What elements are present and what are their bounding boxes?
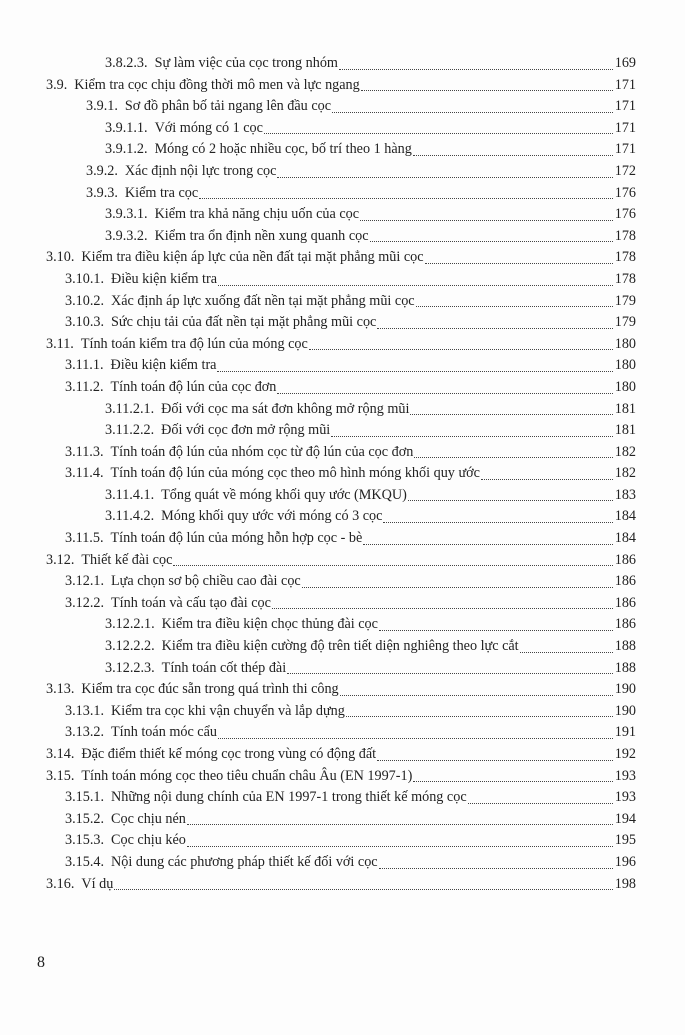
toc-dot-leader bbox=[377, 759, 613, 761]
toc-entry-number: 3.12.2. bbox=[65, 594, 105, 611]
toc-entry-number: 3.9.1.1. bbox=[105, 119, 148, 136]
toc-dot-leader bbox=[287, 672, 613, 674]
toc-entry bbox=[46, 593, 636, 615]
toc-entry-page: 191 bbox=[614, 724, 636, 741]
toc-entry-page: 196 bbox=[614, 853, 636, 870]
toc-dot-leader bbox=[264, 132, 613, 134]
toc-dot-leader bbox=[332, 111, 613, 113]
toc-entry-page: 182 bbox=[614, 465, 636, 482]
toc-entry-page: 176 bbox=[614, 184, 636, 201]
toc-entry-title: Cọc chịu nén bbox=[111, 810, 186, 827]
toc-entry bbox=[46, 506, 636, 528]
toc-entry-title: Kiểm tra cọc khi vận chuyển và lắp dựng bbox=[111, 702, 345, 719]
toc-entry bbox=[46, 420, 636, 442]
toc-dot-leader bbox=[379, 629, 613, 631]
toc-entry-number: 3.12.1. bbox=[65, 573, 105, 590]
toc-entry-page: 193 bbox=[614, 789, 636, 806]
toc-entry-page: 186 bbox=[614, 573, 636, 590]
toc-dot-leader bbox=[339, 68, 613, 70]
toc-entry-title: Ví dụ bbox=[81, 875, 114, 892]
toc-dot-leader bbox=[413, 154, 613, 156]
toc-entry bbox=[46, 312, 636, 334]
toc-entry bbox=[46, 701, 636, 723]
toc-dot-leader bbox=[199, 197, 613, 199]
toc-entry-page: 171 bbox=[614, 119, 636, 136]
toc-dot-leader bbox=[413, 780, 613, 782]
toc-dot-leader bbox=[520, 651, 613, 653]
toc-entry bbox=[46, 463, 636, 485]
toc-entry-title: Tính toán độ lún của nhóm cọc từ độ lún của cọc đơn bbox=[110, 443, 414, 460]
toc-entry-page: 186 bbox=[614, 594, 636, 611]
toc-entry-title: Cọc chịu kéo bbox=[111, 832, 186, 849]
toc-entry-number: 3.14. bbox=[46, 746, 75, 762]
toc-entry-title: Tổng quát về móng khối quy ước (MKQU) bbox=[161, 486, 407, 503]
toc-entry-page: 190 bbox=[614, 681, 636, 698]
toc-entry-title: Kiểm tra ổn định nền xung quanh cọc bbox=[154, 227, 369, 244]
toc-dot-leader bbox=[416, 305, 613, 307]
toc-entry bbox=[46, 269, 636, 291]
toc-entry-title: Đối với cọc đơn mở rộng mũi bbox=[161, 422, 331, 439]
toc-entry-page: 182 bbox=[614, 443, 636, 460]
toc-entry-number: 3.10.2. bbox=[65, 292, 105, 309]
toc-entry bbox=[46, 485, 636, 507]
toc-entry bbox=[46, 766, 636, 788]
toc-entry-number: 3.13.2. bbox=[65, 724, 105, 741]
toc-entry-title: Lựa chọn sơ bộ chiều cao đài cọc bbox=[111, 573, 301, 590]
toc-dot-leader bbox=[468, 802, 613, 804]
toc-entry-number: 3.15.3. bbox=[65, 832, 105, 849]
toc-dot-leader bbox=[370, 240, 613, 242]
toc-entry bbox=[46, 161, 636, 183]
toc-entry-page: 179 bbox=[614, 314, 636, 331]
toc-entry-title: Điều kiện kiểm tra bbox=[111, 270, 217, 287]
toc-dot-leader bbox=[272, 607, 613, 609]
toc-dot-leader bbox=[363, 543, 613, 545]
toc-entry-page: 176 bbox=[614, 206, 636, 223]
toc-entry-number: 3.11.4.1. bbox=[105, 486, 155, 503]
page-number: 8 bbox=[37, 954, 45, 971]
toc-entry bbox=[46, 204, 636, 226]
table-of-contents bbox=[46, 53, 636, 895]
toc-entry-page: 178 bbox=[614, 270, 636, 287]
toc-dot-leader bbox=[114, 888, 613, 890]
toc-entry-title: Sơ đồ phân bố tải ngang lên đầu cọc bbox=[124, 98, 332, 115]
toc-entry-number: 3.9.2. bbox=[86, 162, 118, 179]
toc-entry-title: Kiểm tra cọc chịu đồng thời mô men và lực ngang bbox=[74, 76, 360, 93]
toc-entry bbox=[46, 355, 636, 377]
toc-entry-title: Kiểm tra khả năng chịu uốn của cọc bbox=[154, 206, 360, 223]
toc-entry-title: Điều kiện kiểm tra bbox=[110, 357, 217, 374]
toc-entry-number: 3.11.2.1. bbox=[105, 400, 155, 417]
toc-entry bbox=[46, 75, 636, 97]
toc-dot-leader bbox=[331, 435, 613, 437]
toc-entry-page: 195 bbox=[614, 832, 636, 849]
toc-dot-leader bbox=[277, 176, 613, 178]
toc-entry-number: 3.11. bbox=[46, 335, 74, 352]
toc-entry bbox=[46, 377, 636, 399]
toc-entry-page: 190 bbox=[614, 702, 636, 719]
toc-entry bbox=[46, 787, 636, 809]
toc-dot-leader bbox=[383, 521, 613, 523]
toc-entry-page: 186 bbox=[614, 551, 636, 568]
toc-entry-page: 198 bbox=[614, 875, 636, 892]
toc-entry-title: Tính toán kiểm tra độ lún của móng cọc bbox=[80, 335, 308, 352]
toc-entry-title: Thiết kế đài cọc bbox=[81, 551, 173, 568]
toc-dot-leader bbox=[346, 715, 613, 717]
toc-dot-leader bbox=[414, 456, 613, 458]
toc-dot-leader bbox=[410, 413, 613, 415]
toc-entry-number: 3.15.1. bbox=[65, 789, 105, 806]
toc-entry-title: Với móng có 1 cọc bbox=[154, 119, 263, 136]
toc-entry-title: Tính toán và cấu tạo đài cọc bbox=[111, 594, 271, 611]
toc-entry-number: 3.11.1. bbox=[65, 357, 104, 374]
toc-entry-title: Sức chịu tải của đất nền tại mặt phẳng mũi cọc bbox=[111, 314, 377, 331]
toc-entry-page: 180 bbox=[614, 357, 636, 374]
toc-entry-page: 172 bbox=[614, 162, 636, 179]
toc-entry-number: 3.11.3. bbox=[65, 443, 104, 460]
toc-dot-leader bbox=[379, 867, 613, 869]
toc-entry-page: 180 bbox=[614, 378, 636, 395]
toc-entry bbox=[46, 636, 636, 658]
toc-entry bbox=[46, 722, 636, 744]
toc-entry-page: 184 bbox=[614, 530, 636, 547]
toc-entry-page: 188 bbox=[614, 659, 636, 676]
toc-entry-title: Sự làm việc của cọc trong nhóm bbox=[154, 55, 338, 71]
toc-entry-title: Tính toán cốt thép đài bbox=[161, 659, 287, 676]
toc-entry-title: Tính toán độ lún của móng cọc theo mô hình móng khối quy ước bbox=[110, 465, 480, 482]
toc-entry-title: Móng có 2 hoặc nhiều cọc, bố trí theo 1 hàng bbox=[154, 141, 412, 158]
toc-entry bbox=[46, 809, 636, 831]
toc-entry-title: Nội dung các phương pháp thiết kế đối với cọc bbox=[111, 853, 378, 870]
toc-entry bbox=[46, 139, 636, 161]
toc-entry-number: 3.9.1. bbox=[86, 98, 118, 115]
toc-entry bbox=[46, 614, 636, 636]
toc-entry bbox=[46, 528, 636, 550]
toc-entry bbox=[46, 118, 636, 140]
toc-entry-page: 183 bbox=[614, 486, 636, 503]
toc-dot-leader bbox=[481, 478, 613, 480]
toc-entry bbox=[46, 679, 636, 701]
toc-entry-title: Những nội dung chính của EN 1997-1 trong thiết kế móng cọc bbox=[111, 789, 467, 806]
toc-entry-number: 3.9.3.2. bbox=[105, 227, 148, 244]
toc-dot-leader bbox=[187, 845, 613, 847]
toc-dot-leader bbox=[360, 219, 613, 221]
toc-entry-page: 192 bbox=[614, 746, 636, 762]
toc-entry-number: 3.13. bbox=[46, 681, 75, 698]
toc-entry-number: 3.8.2.3. bbox=[105, 55, 148, 71]
toc-dot-leader bbox=[340, 694, 613, 696]
toc-entry bbox=[46, 830, 636, 852]
toc-entry-page: 179 bbox=[614, 292, 636, 309]
toc-entry bbox=[46, 53, 636, 75]
toc-dot-leader bbox=[377, 327, 613, 329]
toc-entry-title: Móng khối quy ước với móng có 3 cọc bbox=[161, 508, 383, 525]
toc-entry bbox=[46, 96, 636, 118]
toc-entry-number: 3.15.2. bbox=[65, 810, 105, 827]
toc-entry-number: 3.10. bbox=[46, 249, 75, 266]
toc-entry bbox=[46, 334, 636, 356]
toc-entry-number: 3.10.1. bbox=[65, 270, 105, 287]
toc-entry-page: 178 bbox=[614, 227, 636, 244]
toc-entry-number: 3.11.2. bbox=[65, 378, 104, 395]
toc-dot-leader bbox=[408, 499, 613, 501]
toc-entry-number: 3.9.3. bbox=[86, 184, 118, 201]
toc-entry bbox=[46, 550, 636, 572]
toc-entry bbox=[46, 874, 636, 896]
toc-entry-title: Tính toán móc cẩu bbox=[111, 724, 217, 741]
toc-dot-leader bbox=[425, 262, 613, 264]
toc-entry bbox=[46, 658, 636, 680]
toc-entry-number: 3.15.4. bbox=[65, 853, 105, 870]
toc-entry-page: 169 bbox=[614, 55, 636, 71]
toc-dot-leader bbox=[309, 348, 613, 350]
toc-entry-title: Kiểm tra cọc đúc sẵn trong quá trình thi công bbox=[81, 681, 339, 698]
toc-entry-page: 178 bbox=[614, 249, 636, 266]
toc-entry-number: 3.9.3.1. bbox=[105, 206, 148, 223]
toc-entry-number: 3.12. bbox=[46, 551, 75, 568]
toc-entry bbox=[46, 291, 636, 313]
toc-entry bbox=[46, 744, 636, 766]
toc-entry-page: 171 bbox=[614, 98, 636, 115]
toc-entry-title: Kiểm tra cọc bbox=[124, 184, 199, 201]
toc-entry-title: Đặc điểm thiết kế móng cọc trong vùng có động đất bbox=[81, 746, 377, 762]
toc-entry-title: Đối với cọc ma sát đơn không mở rộng mũi bbox=[161, 400, 410, 417]
toc-entry-page: 181 bbox=[614, 400, 636, 417]
toc-entry-number: 3.11.5. bbox=[65, 530, 104, 547]
toc-entry-page: 171 bbox=[614, 141, 636, 158]
toc-entry bbox=[46, 183, 636, 205]
toc-entry-number: 3.11.4.2. bbox=[105, 508, 155, 525]
toc-entry-title: Xác định áp lực xuống đất nền tại mặt phẳng mũi cọc bbox=[111, 292, 415, 309]
toc-entry-number: 3.13.1. bbox=[65, 702, 105, 719]
toc-entry-number: 3.12.2.1. bbox=[105, 616, 155, 633]
toc-entry-number: 3.9. bbox=[46, 76, 68, 93]
toc-dot-leader bbox=[277, 392, 613, 394]
toc-dot-leader bbox=[187, 823, 613, 825]
toc-dot-leader bbox=[218, 284, 613, 286]
toc-entry-page: 180 bbox=[614, 335, 636, 352]
toc-entry-number: 3.11.4. bbox=[65, 465, 104, 482]
toc-entry-title: Kiểm tra điều kiện cường độ trên tiết diện nghiêng theo lực cắt bbox=[161, 638, 519, 655]
toc-entry bbox=[46, 226, 636, 248]
toc-entry bbox=[46, 442, 636, 464]
toc-entry-title: Kiểm tra điều kiện áp lực của nền đất tại mặt phẳng mũi cọc bbox=[81, 249, 424, 266]
toc-entry-number: 3.10.3. bbox=[65, 314, 105, 331]
toc-entry-number: 3.15. bbox=[46, 767, 75, 784]
toc-entry bbox=[46, 852, 636, 874]
toc-entry bbox=[46, 247, 636, 269]
toc-entry-page: 171 bbox=[614, 76, 636, 93]
toc-entry-title: Xác định nội lực trong cọc bbox=[124, 162, 277, 179]
toc-entry-page: 188 bbox=[614, 638, 636, 655]
toc-entry-number: 3.12.2.3. bbox=[105, 659, 155, 676]
toc-entry bbox=[46, 399, 636, 421]
toc-entry-page: 186 bbox=[614, 616, 636, 633]
toc-entry-title: Kiểm tra điều kiện chọc thủng đài cọc bbox=[161, 616, 378, 633]
toc-entry-number: 3.16. bbox=[46, 875, 75, 892]
toc-entry-page: 181 bbox=[614, 422, 636, 439]
toc-entry-page: 184 bbox=[614, 508, 636, 525]
toc-entry-title: Tính toán móng cọc theo tiêu chuẩn châu Âu (EN 1997-1) bbox=[81, 767, 413, 784]
toc-entry-page: 194 bbox=[614, 810, 636, 827]
toc-entry-number: 3.12.2.2. bbox=[105, 638, 155, 655]
toc-entry-page: 193 bbox=[614, 767, 636, 784]
toc-entry-title: Tính toán độ lún của móng hỗn hợp cọc - bè bbox=[110, 530, 363, 547]
toc-dot-leader bbox=[361, 89, 613, 91]
toc-dot-leader bbox=[217, 370, 613, 372]
toc-entry-number: 3.11.2.2. bbox=[105, 422, 155, 439]
toc-entry-number: 3.9.1.2. bbox=[105, 141, 148, 158]
toc-dot-leader bbox=[302, 586, 613, 588]
toc-entry bbox=[46, 571, 636, 593]
toc-entry-title: Tính toán độ lún của cọc đơn bbox=[110, 378, 277, 395]
toc-dot-leader bbox=[218, 737, 613, 739]
toc-dot-leader bbox=[173, 564, 613, 566]
